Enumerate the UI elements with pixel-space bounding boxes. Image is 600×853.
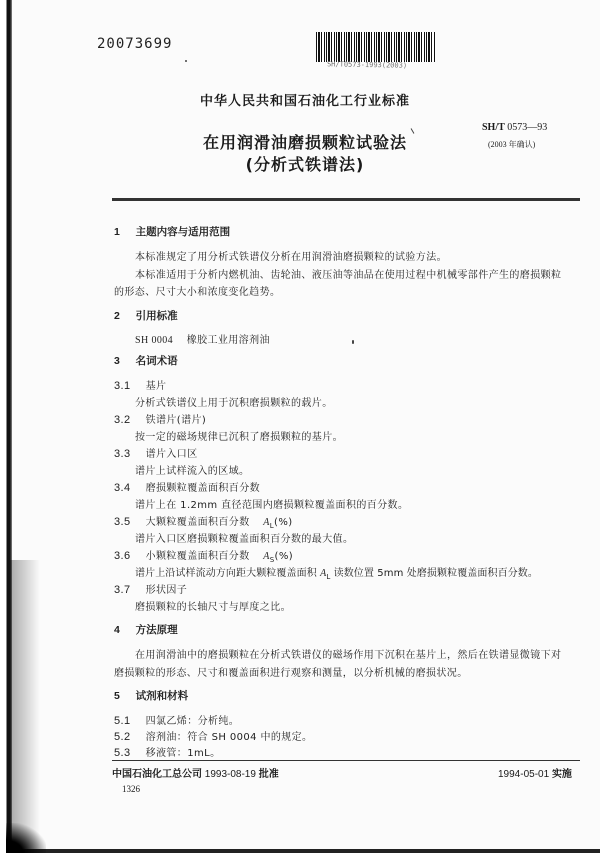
- term-3-6-definition: [135, 564, 538, 581]
- approval-date: 1993-08-19: [202, 769, 259, 780]
- item-number: 5.2: [114, 731, 131, 743]
- term-3-3: [114, 445, 198, 460]
- material-5-3: [114, 744, 220, 759]
- effective-info: [498, 765, 572, 780]
- referenced-standard: [135, 331, 270, 346]
- section-5-heading: [114, 688, 188, 703]
- document-title: 在用润滑油磨损颗粒试验法: [202, 133, 407, 152]
- reference-title: 橡胶工业用溶剂油: [186, 335, 270, 346]
- page-number: 1326: [122, 784, 140, 794]
- term-name: 小颗粒覆盖面积百分数: [145, 551, 250, 562]
- effective-label: 实施: [551, 769, 572, 780]
- symbol-unit: (%): [274, 551, 294, 562]
- item-number: 5.3: [114, 747, 131, 759]
- term-name: 基片: [145, 381, 167, 392]
- approval-info: [112, 765, 279, 780]
- symbol-subscript: L: [326, 573, 331, 581]
- material-5-1: [114, 712, 239, 727]
- section-title: 方法原理: [135, 624, 178, 636]
- term-name: 铁谱片(谱片): [145, 415, 207, 426]
- term-name: 形状因子: [145, 585, 188, 596]
- term-number: 3.6: [114, 550, 131, 562]
- symbol-subscript: L: [269, 522, 275, 530]
- symbol-unit: (%): [274, 517, 293, 528]
- term-3-4: [114, 479, 260, 494]
- term-name: 大颗粒覆盖面积百分数: [145, 517, 250, 528]
- term-symbol: [263, 517, 292, 528]
- item-text: 移液管：1mL。: [145, 748, 221, 759]
- section-4-paragraph-line-2: 磨损颗粒的形态、尺寸和覆盖面积进行观察和测量，以分析机械的磨损状况。: [114, 668, 468, 679]
- document-code-number: 0573—93: [504, 122, 548, 133]
- definition-text: 谱片上沿试样流动方向距大颗粒覆盖面积: [135, 568, 321, 579]
- term-3-4-definition: 谱片上在 1.2mm 直径范围内磨损颗粒覆盖面积的百分数。: [135, 500, 409, 511]
- term-name: 磨损颗粒覆盖面积百分数: [145, 483, 260, 494]
- section-title: 主题内容与适用范围: [135, 226, 231, 238]
- section-number: 4: [114, 624, 120, 636]
- serial-number: 20073699: [97, 36, 173, 52]
- section-1-paragraph-1: 本标准规定了用分析式铁谱仪分析在用润滑油磨损颗粒的试验方法。: [135, 252, 447, 263]
- term-3-7: [114, 581, 187, 596]
- document-code-prefix: SH/T: [482, 122, 505, 133]
- barcode-label: SH/T0573-1993(2003): [326, 60, 408, 70]
- term-symbol: [263, 551, 293, 562]
- term-3-2: [114, 411, 206, 426]
- section-4-heading: [114, 622, 178, 637]
- term-3-5: [114, 513, 293, 530]
- term-number: 3.7: [114, 584, 131, 596]
- term-3-5-definition: 谱片入口区磨损颗粒覆盖面积百分数的最大值。: [135, 534, 354, 545]
- reference-code: SH 0004: [135, 335, 174, 346]
- section-number: 2: [114, 310, 120, 322]
- section-4-paragraph-line-1: 在用润滑油中的磨损颗粒在分析式铁谱仪的磁场作用下沉积在基片上，然后在铁谱显微镜下对: [135, 650, 562, 661]
- section-1-heading: [114, 224, 230, 239]
- term-3-3-definition: 谱片上试样流入的区域。: [135, 466, 250, 477]
- symbol-base: A: [320, 568, 327, 579]
- term-number: 3.2: [114, 414, 131, 426]
- term-number: 3.4: [114, 482, 131, 494]
- item-text: 四氯乙烯：分析纯。: [145, 716, 240, 727]
- approval-label: 批准: [258, 769, 279, 780]
- effective-date: 1994-05-01: [498, 769, 552, 780]
- section-number: 5: [114, 690, 120, 702]
- document-subtitle: (分析式铁谱法): [245, 155, 365, 174]
- footer-rule: [112, 760, 580, 761]
- term-number: 3.5: [114, 516, 131, 528]
- term-3-1: [114, 377, 166, 392]
- term-3-6: [114, 547, 293, 564]
- term-number: 3.1: [114, 380, 131, 392]
- term-number: 3.3: [114, 448, 131, 460]
- term-name: 谱片入口区: [145, 449, 198, 460]
- item-text: 溶剂油：符合 SH 0004 中的规定。: [145, 732, 313, 743]
- section-number: 3: [114, 355, 120, 367]
- industry-standard-heading: 中华人民共和国石油化工行业标准: [199, 94, 410, 109]
- item-number: 5.1: [114, 715, 131, 727]
- term-3-1-definition: 分析式铁谱仪上用于沉积磨损颗粒的载片。: [135, 398, 333, 409]
- definition-text: 读数位置 5mm 处磨损颗粒覆盖面积百分数。: [330, 568, 538, 579]
- section-2-heading: [114, 308, 178, 323]
- term-3-2-definition: 按一定的磁场规律已沉积了磨损颗粒的基片。: [135, 432, 343, 443]
- symbol-base: A: [263, 551, 270, 562]
- symbol-subscript: S: [269, 556, 275, 564]
- symbol-base: A: [263, 517, 270, 528]
- section-title: 名词术语: [135, 355, 178, 367]
- section-number: 1: [114, 226, 120, 238]
- section-1-paragraph-2-line-1: 本标准适用于分析内燃机油、齿轮油、液压油等油品在使用过程中机械零部件产生的磨损颗粒: [135, 270, 562, 281]
- section-3-heading: [114, 353, 178, 368]
- material-5-2: [114, 728, 312, 743]
- confirmation-note: (2003 年确认): [488, 140, 536, 149]
- section-title: 试剂和材料: [135, 690, 189, 702]
- term-3-7-definition: 磨损颗粒的长轴尺寸与厚度之比。: [135, 602, 291, 613]
- section-title: 引用标准: [135, 310, 178, 322]
- section-1-paragraph-2-line-2: 的形态、尺寸大小和浓度变化趋势。: [114, 287, 281, 298]
- issuer: 中国石油化工总公司: [112, 769, 202, 780]
